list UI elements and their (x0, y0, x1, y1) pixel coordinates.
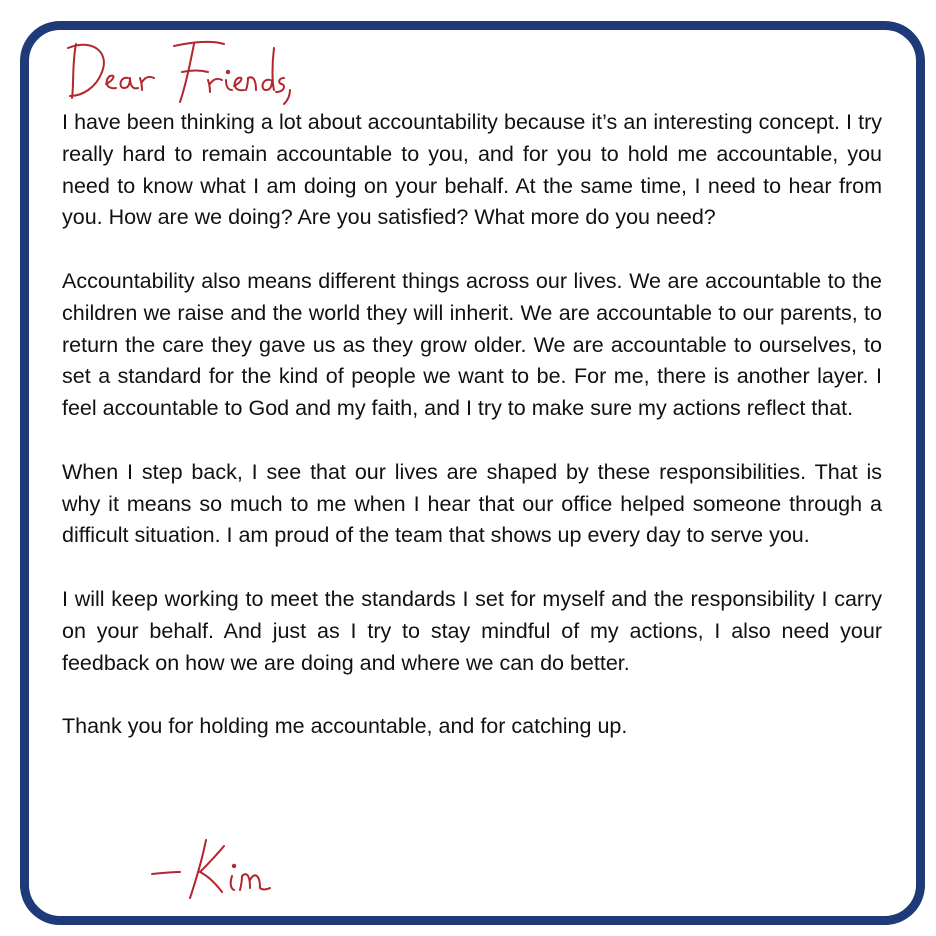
paragraph: Accountability also means different things across our lives. We are accountable to the children we raise and the world they will inherit. We are accountable to our parents, to return the care they gave us as they grow older. We are accountable to ourselves, to set a standard for the kind of people we want to be. For me, there is another layer. I feel accountable to God and my faith, and I try to make sure my actions reflect that. (62, 268, 882, 421)
letter-body (62, 107, 882, 743)
paragraph: I will keep working to meet the standards I set for myself and the responsibility I carry on your behalf. And just as I try to stay mindful of my actions, I also need your feedback on how we are doing and where we can do better. (62, 586, 882, 675)
paragraph: When I step back, I see that our lives are shaped by these responsibilities. That is why it means so much to me when I hear that our office helped someone through a difficult situation. I am proud of the team that shows up every day to serve you. (62, 459, 882, 548)
signature-handwriting (148, 832, 278, 904)
paragraph: I have been thinking a lot about accountability because it’s an interesting concept. I try really hard to remain accountable to you, and for you to hold me accountable, you need to know what I am doing on your behalf. At the same time, I need to hear from you. How are we doing? Are you satisfied? What more do you need? (62, 110, 882, 230)
salutation-handwriting (62, 34, 292, 114)
closing-line: Thank you for holding me accountable, and for catching up. (62, 714, 628, 739)
